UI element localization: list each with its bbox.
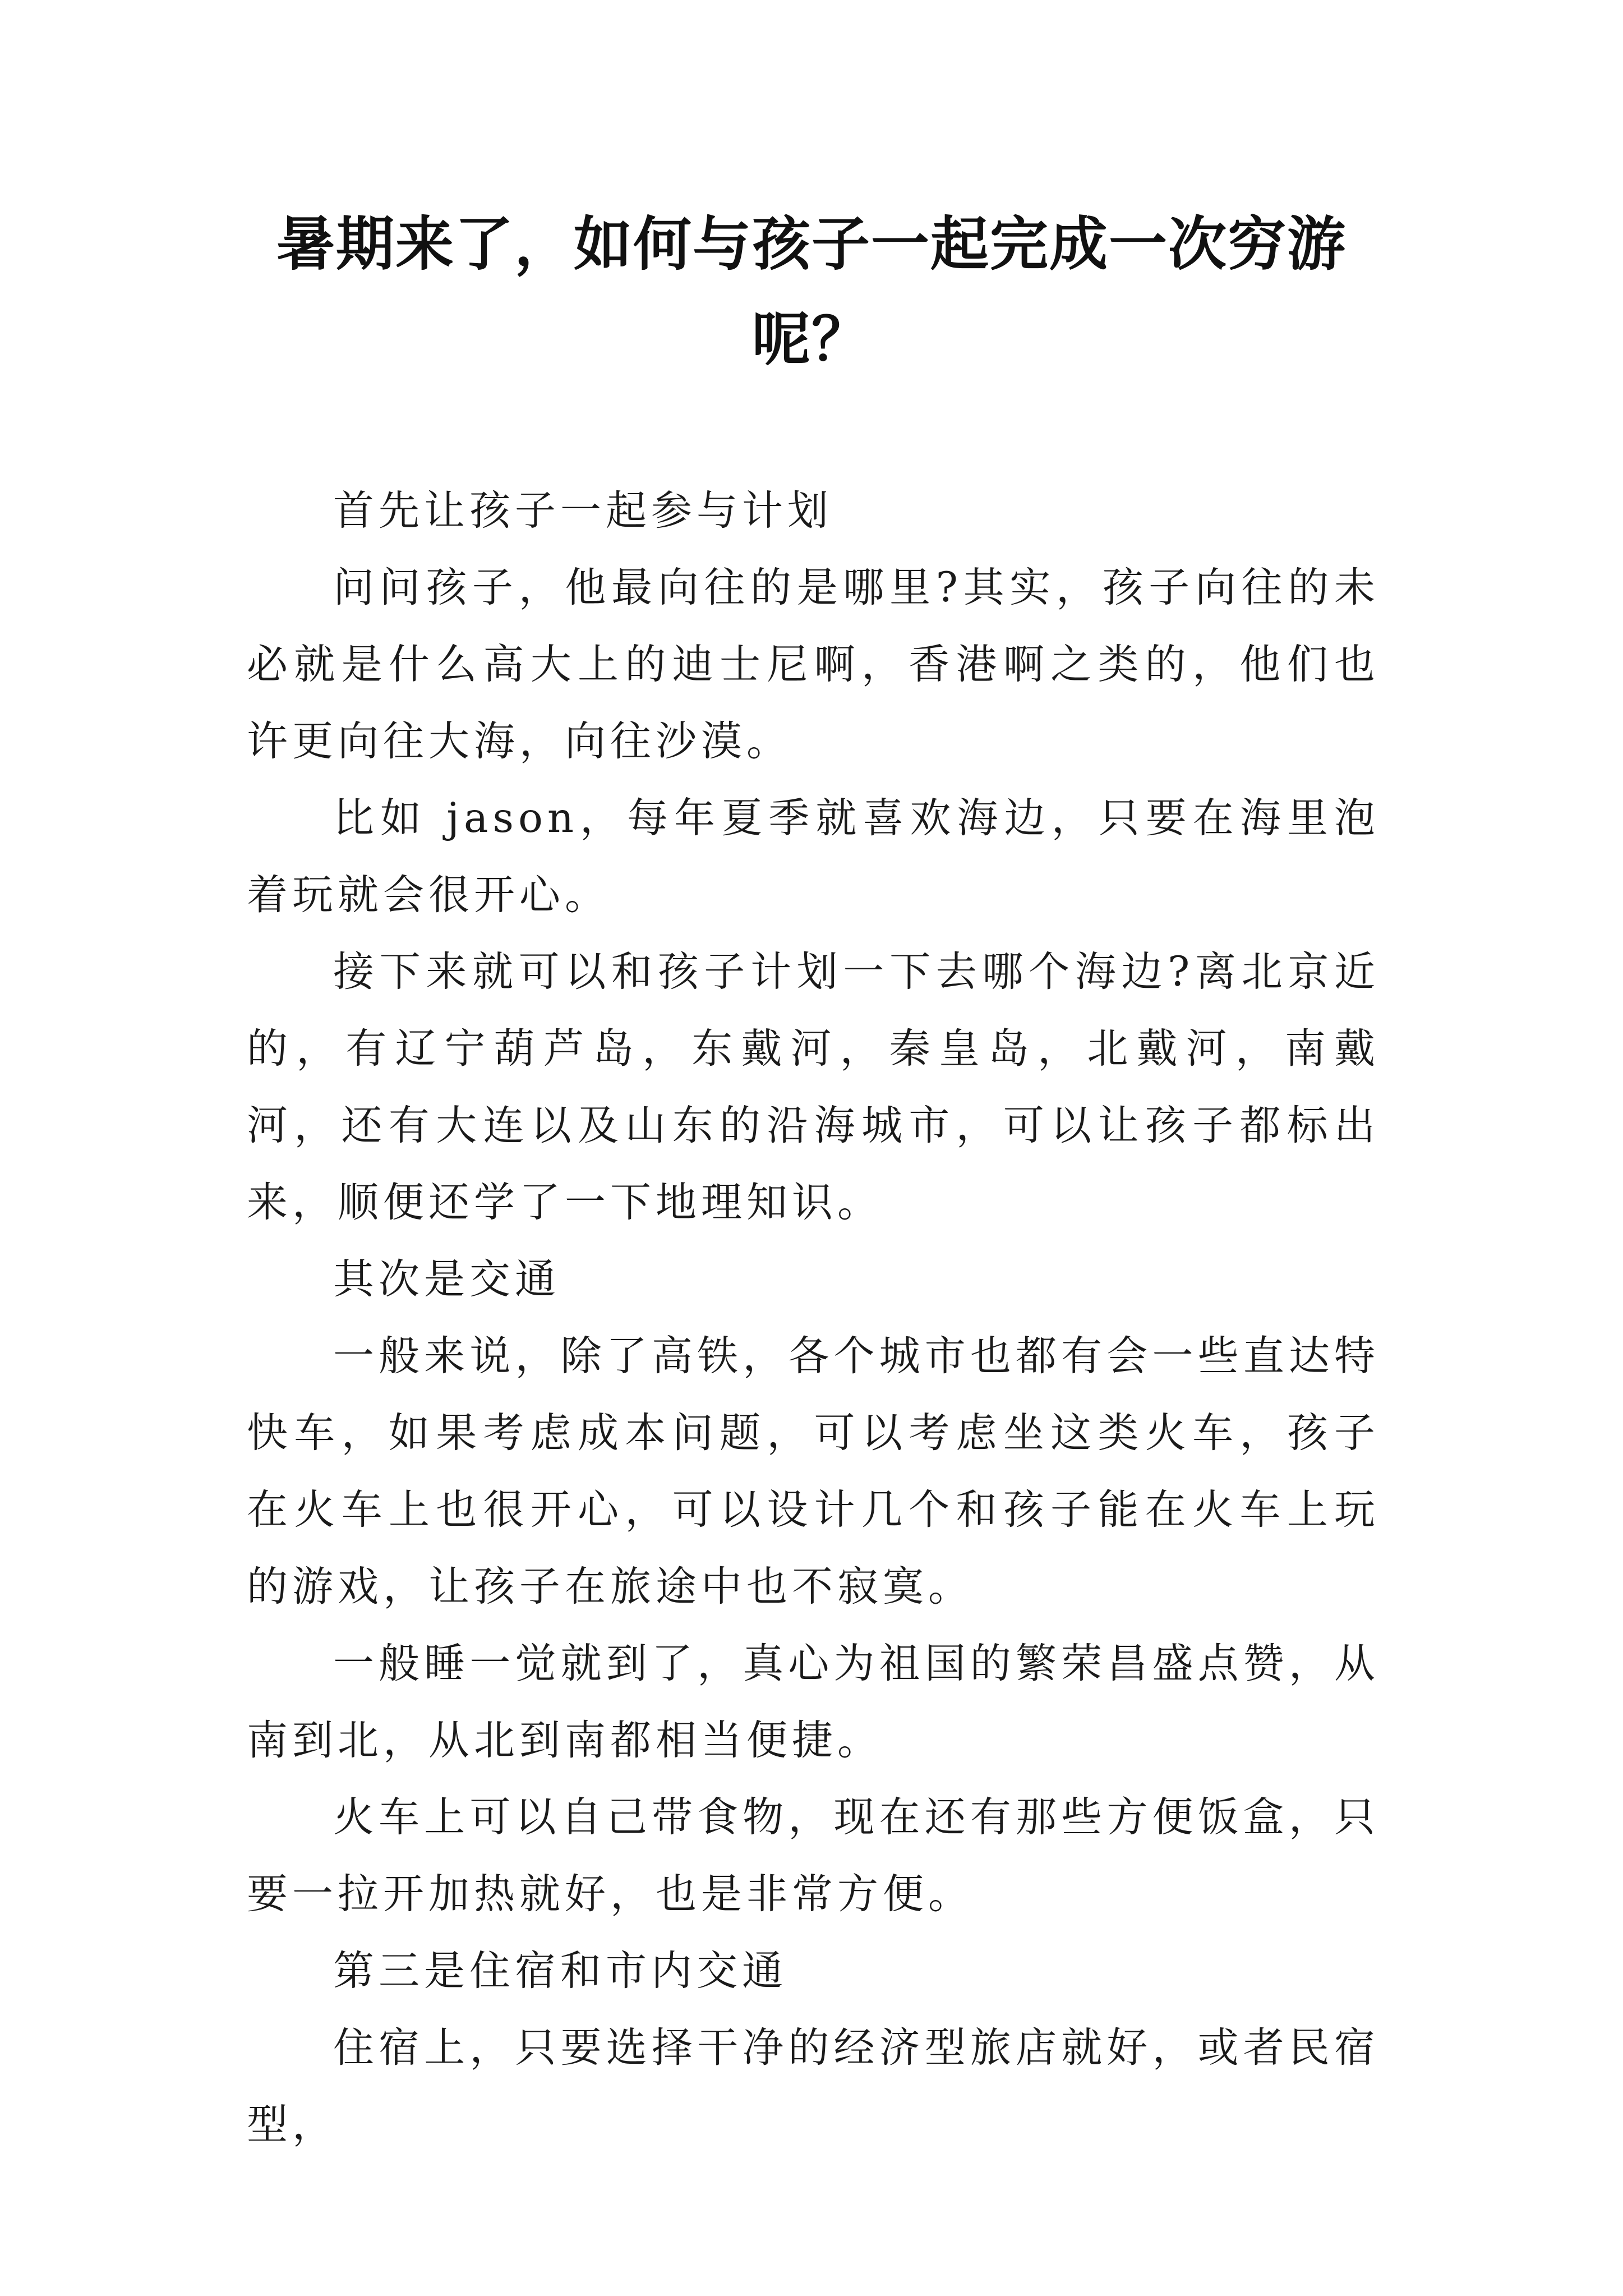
document-body — [247, 472, 1380, 2163]
paragraph: 一般睡一觉就到了，真心为祖国的繁荣昌盛点赞，从南到北，从北到南都相当便捷。 — [247, 1640, 1380, 1764]
document-title: 暑期来了，如何与孩子一起完成一次穷游呢？ — [276, 209, 1347, 374]
paragraph: 火车上可以自己带食物，现在还有那些方便饭盒，只要一拉开加热就好，也是非常方便。 — [247, 1793, 1380, 1918]
paragraph: 首先让孩子一起参与计划 — [333, 487, 833, 535]
paragraph: 一般来说，除了高铁，各个城市也都有会一些直达特快车，如果考虑成本问题，可以考虑坐这类火车，孩子在火车上也很开心，可以设计几个和孩子能在火车上玩的游戏，让孩子在旅途中也不寂寞。 — [247, 1332, 1380, 1611]
paragraph: 比如 jason，每年夏季就喜欢海边，只要在海里泡着玩就会很开心。 — [247, 794, 1380, 919]
paragraph: 接下来就可以和孩子计划一下去哪个海边?离北京近的，有辽宁葫芦岛，东戴河，秦皇岛，北戴河，南戴河，还有大连以及山东的沿海城市，可以让孩子都标出来，顺便还学了一下地理知识。 — [247, 948, 1380, 1226]
paragraph: 第三是住宿和市内交通 — [333, 1947, 787, 1995]
paragraph: 其次是交通 — [333, 1255, 560, 1303]
paragraph: 住宿上，只要选择干净的经济型旅店就好，或者民宿型， — [247, 2024, 1380, 2148]
paragraph: 问问孩子，他最向往的是哪里?其实，孩子向往的未必就是什么高大上的迪士尼啊，香港啊之类的，他们也许更向往大海，向往沙漠。 — [247, 564, 1380, 765]
